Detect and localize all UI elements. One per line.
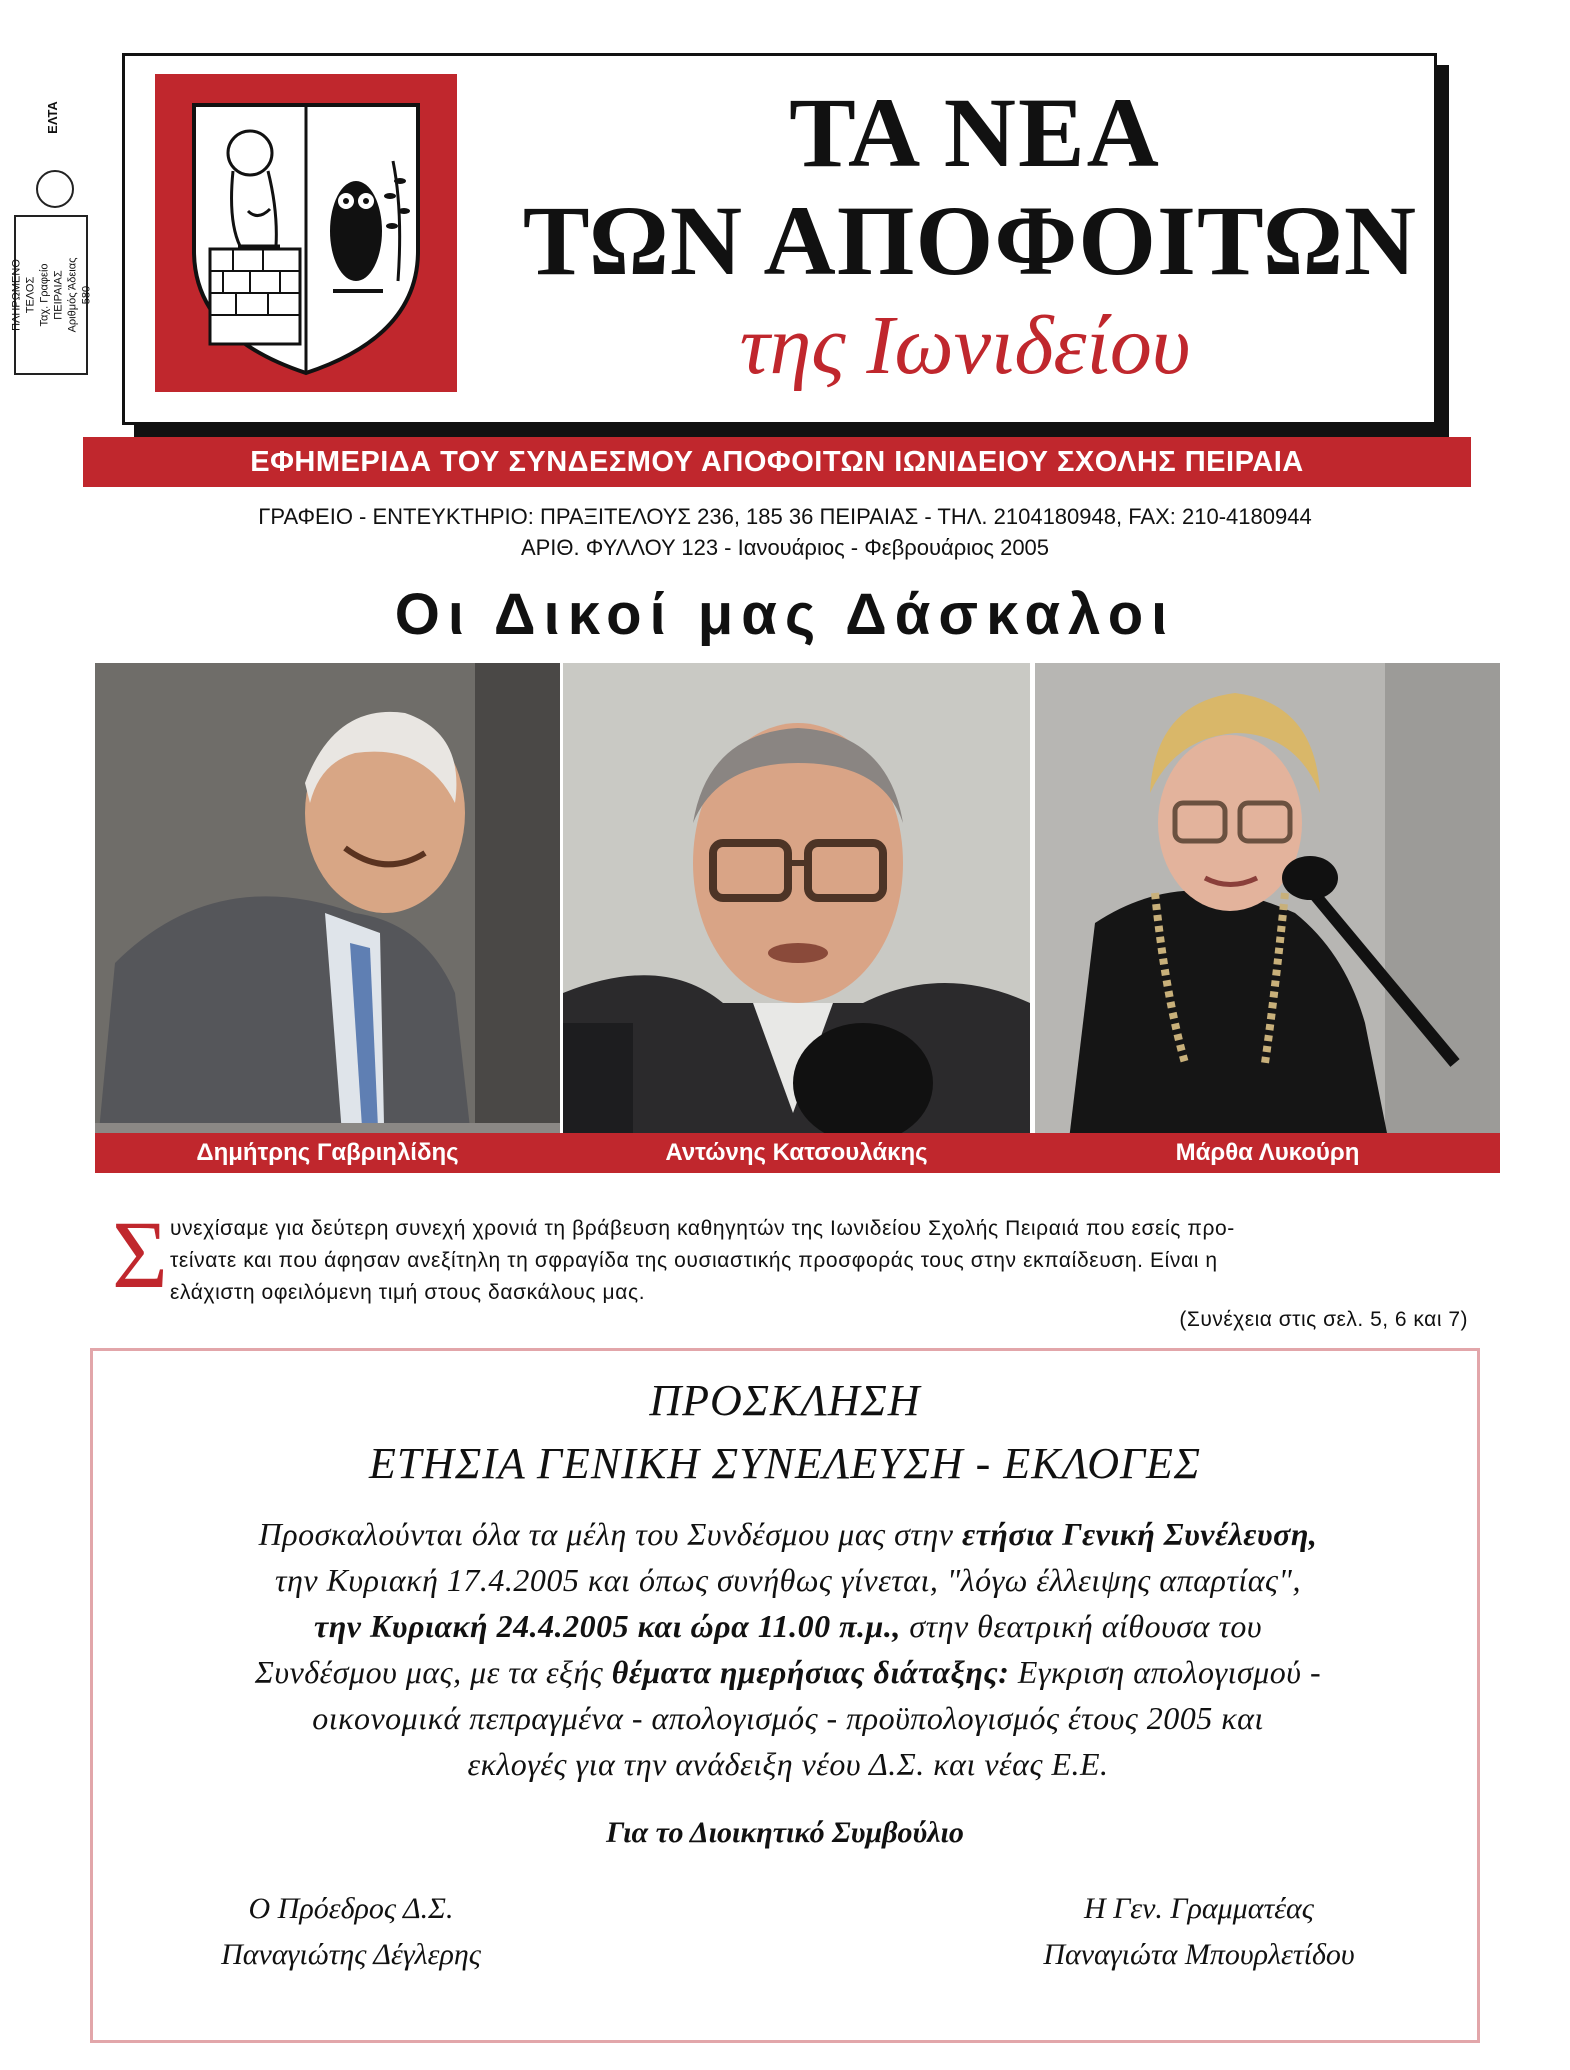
board-signoff: Για το Διοικητικό Συμβούλιο xyxy=(606,1816,964,1849)
invitation-title: ΠΡΟΣΚΛΗΣΗ xyxy=(649,1376,921,1425)
president-signature xyxy=(141,1886,561,1978)
masthead xyxy=(122,53,1437,425)
teacher-photo-3 xyxy=(1035,663,1500,1173)
postage-paid-box xyxy=(10,215,92,375)
page-headline: Οι Δικοί μας Δάσκαλοι xyxy=(394,582,1176,647)
invitation-text: Προσκαλούνται όλα τα μέλη του Συνδέσμου μας στην xyxy=(258,1516,962,1552)
invitation-emphasis: την Κυριακή 24.4.2005 και ώρα 11.00 π.μ., xyxy=(313,1608,901,1644)
stamp-line: Αριθμός Άδειας xyxy=(66,257,78,333)
drop-cap: Σ xyxy=(112,1201,168,1308)
teacher-photo-2 xyxy=(563,663,1030,1173)
invitation-text: εκλογές για την ανάδειξη νέου Δ.Σ. και νέας Ε.Ε. xyxy=(467,1746,1109,1782)
photo-caption: Δημήτρης Γαβριηλίδης xyxy=(196,1139,459,1166)
intro-paragraph xyxy=(170,1213,1470,1309)
teacher-photo-1 xyxy=(95,663,560,1173)
masthead-title-line1: ΤΑ ΝΕΑ xyxy=(789,77,1161,188)
secretary-name: Παναγιώτα Μπουρλετίδου xyxy=(1043,1938,1355,1971)
intro-line: υνεχίσαμε για δεύτερη συνεχή χρονιά τη βράβευση καθηγητών της Ιωνιδείου Σχολής Πειραιά που εσείς προ- xyxy=(170,1217,1235,1240)
photo-caption: Μάρθα Λυκούρη xyxy=(1175,1139,1360,1166)
masthead-title-line2: ΤΩΝ ΑΠΟΦΟΙΤΩΝ xyxy=(522,185,1418,296)
intro-line: τείνατε και που άφησαν ανεξίτηλη τη σφραγίδα της ουσιαστικής προσφοράς τους στην εκπαίδευση. Είναι η xyxy=(170,1249,1218,1272)
president-name: Παναγιώτης Δέγλερης xyxy=(221,1938,481,1971)
photo-caption: Αντώνης Κατσουλάκης xyxy=(665,1139,928,1166)
invitation-text: Εγκριση απολογισμού - xyxy=(1009,1654,1322,1690)
postmark-seal-icon xyxy=(36,170,74,208)
secretary-role: Η Γεν. Γραμματέας xyxy=(1084,1892,1314,1925)
lion-and-owl-shield-icon xyxy=(188,101,424,376)
invitation-text: την Κυριακή 17.4.2005 και όπως συνήθως γίνεται, "λόγω έλλειψης απαρτίας", xyxy=(275,1562,1301,1598)
issue-number: ΑΡΙΘ. ΦΥΛΛΟΥ 123 - Ιανουάριος - Φεβρουάριος 2005 xyxy=(520,535,1050,560)
invitation-text: οικονομικά πεπραγμένα - απολογισμός - προϋπολογισμός έτους 2005 και xyxy=(312,1700,1264,1736)
invitation-emphasis: ετήσια Γενική Συνέλευση, xyxy=(961,1516,1318,1552)
stamp-line: ΠΕΙΡΑΙΑΣ xyxy=(52,270,64,320)
secretary-signature xyxy=(969,1886,1429,1978)
elta-logo: ΕΛΤΑ xyxy=(44,101,60,134)
invitation-subtitle: ΕΤΗΣΙΑ ΓΕΝΙΚΗ ΣΥΝΕΛΕΥΣΗ - ΕΚΛΟΓΕΣ xyxy=(368,1439,1202,1488)
invitation-emphasis: θέματα ημερήσιας διάταξης: xyxy=(611,1654,1010,1690)
stamp-line: ΠΛΗΡΩΜΕΝΟ xyxy=(10,259,22,331)
president-role: Ο Πρόεδρος Δ.Σ. xyxy=(248,1892,454,1925)
stamp-line: 580 xyxy=(80,285,92,305)
invitation-text: στην θεατρική αίθουσα του xyxy=(900,1608,1263,1644)
office-address: ΓΡΑΦΕΙΟ - ΕΝΤΕΥΚΤΗΡΙΟ: ΠΡΑΞΙΤΕΛΟΥΣ 236, 185 36 ΠΕΙΡΑΙΑΣ - ΤΗΛ. 2104180948, FAX: 210-4180944 xyxy=(258,504,1312,529)
masthead-title-line3: της Ιωνιδείου xyxy=(739,299,1191,392)
publisher-banner: ΕΦΗΜΕΡΙΔΑ ΤΟΥ ΣΥΝΔΕΣΜΟΥ ΑΠΟΦΟΙΤΩΝ ΙΩΝΙΔΕΙΟΥ ΣΧΟΛΗΣ ΠΕΙΡΑΙΑ xyxy=(83,437,1471,487)
postage-stamp xyxy=(10,40,92,340)
intro-line: ελάχιστη οφειλόμενη τιμή στους δασκάλους μας. xyxy=(170,1281,646,1304)
invitation-body xyxy=(153,1511,1423,1787)
stamp-line: Ταχ. Γραφείο xyxy=(38,263,50,327)
continued-note: (Συνέχεια στις σελ. 5, 6 και 7) xyxy=(1179,1308,1468,1331)
invitation-box xyxy=(90,1348,1480,2043)
invitation-text: Συνδέσμου μας, με τα εξής xyxy=(254,1654,612,1690)
stamp-line: ΤΕΛΟΣ xyxy=(24,276,36,314)
